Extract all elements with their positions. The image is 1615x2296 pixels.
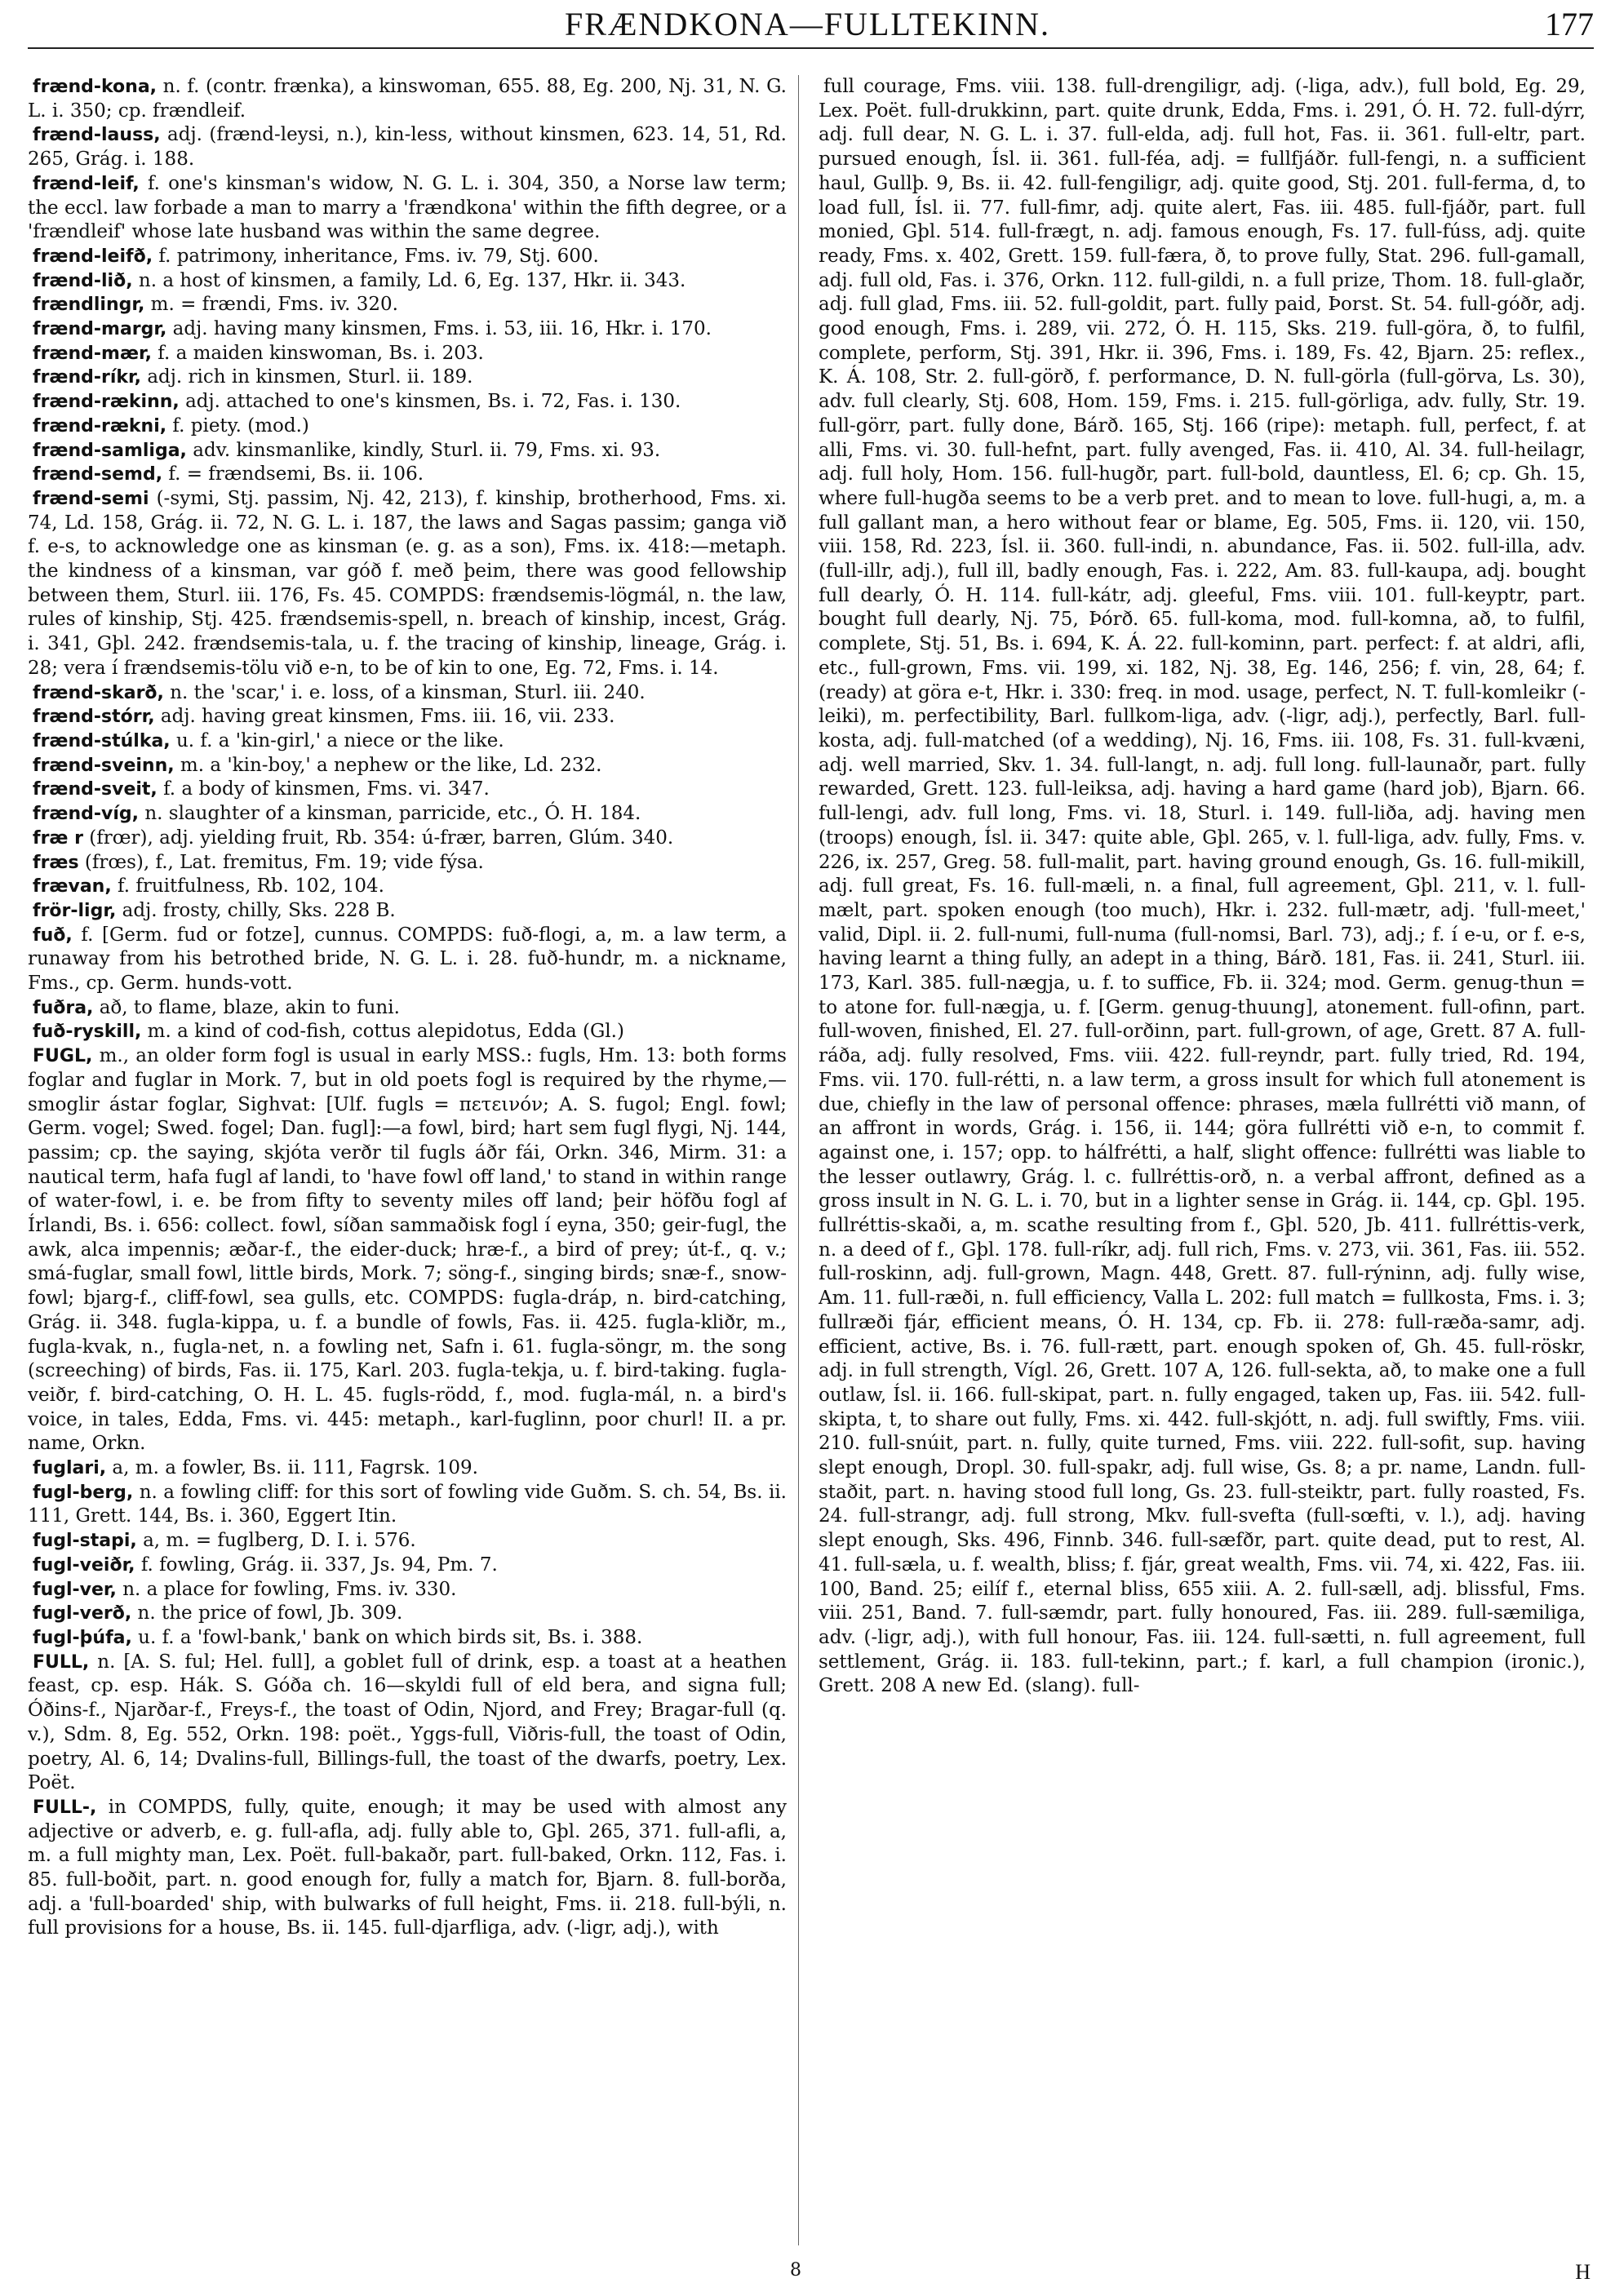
- headword: frænd-ríkr,: [33, 367, 142, 388]
- entry-text: adj. having great kinsmen, Fms. iii. 16, vii. 233.: [154, 706, 615, 728]
- headword: fugl-verð,: [33, 1603, 132, 1624]
- dictionary-entry: [28, 463, 787, 487]
- dictionary-entry: [28, 75, 787, 123]
- entry-text: f. fowling, Grág. ii. 337, Js. 94, Pm. 7.: [135, 1554, 498, 1576]
- entry-text: adj. frosty, chilly, Sks. 228 B.: [116, 899, 396, 921]
- dictionary-entry: [28, 802, 787, 827]
- headword: FULL,: [33, 1651, 90, 1673]
- entry-text: f. fruitfulness, Rb. 102, 104.: [111, 875, 384, 898]
- headword: frænd-lið,: [33, 270, 133, 291]
- dictionary-entry: [28, 875, 787, 899]
- dictionary-entry: [28, 1651, 787, 1796]
- dictionary-entry: [28, 293, 787, 317]
- entry-text: adj. attached to one's kinsmen, Bs. i. 72, Fas. i. 130.: [179, 391, 681, 413]
- entry-text: a, m. = fuglberg, D. I. i. 576.: [136, 1530, 416, 1552]
- column-divider: [798, 75, 799, 2245]
- headword: frænd-sveit,: [33, 779, 158, 800]
- headword: fugl-ver,: [33, 1579, 117, 1600]
- headword: fugl-þúfa,: [33, 1628, 132, 1648]
- entry-text: f. piety. (mod.): [166, 414, 309, 437]
- entry-text: m. a kind of cod-fish, cottus alepidotus, Edda (Gl.): [141, 1021, 624, 1043]
- dictionary-entry: [28, 851, 787, 875]
- entry-text: m. = frændi, Fms. iv. 320.: [144, 294, 398, 316]
- dictionary-entry: [28, 924, 787, 996]
- dictionary-entry: [28, 1481, 787, 1529]
- entry-text: n. f. (contr. frænka), a kinswoman, 655. 88, Eg. 200, Nj. 31, N. G. L. i. 350; cp. frændleif.: [28, 76, 787, 122]
- dictionary-entry: [28, 1602, 787, 1626]
- entry-text: adj. rich in kinsmen, Sturl. ii. 189.: [141, 366, 473, 388]
- headword: frör-ligr,: [33, 900, 117, 921]
- entry-text: n. a host of kinsmen, a family, Ld. 6, Eg. 137, Hkr. ii. 343.: [132, 269, 686, 291]
- entry-text: n. a fowling cliff: for this sort of fowling vide Guðm. S. ch. 54, Bs. ii. 111, Grett. 144, Bs. i. 360, Eggert Itin.: [28, 1481, 787, 1527]
- dictionary-entry: [28, 1044, 787, 1456]
- headword: frænd-kona,: [33, 77, 158, 97]
- headword: frænd-skarð,: [33, 682, 164, 703]
- entry-text: in COMPDS, fully, quite, enough; it may be used with almost any adjective or adverb, e. g. full-afla, adj. fully able to, Gþl. 265, 371. full-afli, a, m. a full mighty man, Lex. Poët. full-bakaðr, part. full-baked, Orkn. 112, Fas. i. 85. full-boðit, part. n. good enough for, fully a match for, Bjarn. 8. full-borða, adj. a 'full-boarded' ship, with bulwarks of full height, Fms. ii. 218. full-býli, n. full provisions for a house, Bs. ii. 145. full-djarfliga, adv. (-ligr, adj.), with: [28, 1796, 787, 1939]
- headword: fuðra,: [33, 997, 94, 1018]
- entry-text: n. [A. S. ful; Hel. full], a goblet full of drink, esp. a toast at a heathen feast, cp. esp. Hák. S. Góða ch. 16—skyldi full of eld bera, and signa full; Óðins-f., Njarðar-f., Freys-f., the toast of Odin, Njord, and Frey; Bragar-full (q. v.), Sdm. 8, Eg. 552, Orkn. 198: poët., Yggs-full, Viðris-full, the toast of Odin, poetry, Al. 6, 14; Dvalins-full, Billings-full, the toast of the dwarfs, poetry, Lex. Poët.: [28, 1651, 787, 1794]
- headword: frænd-rækni,: [33, 415, 167, 437]
- entry-text: n. a place for fowling, Fms. iv. 330.: [116, 1578, 457, 1600]
- headword: fugl-stapi,: [33, 1531, 137, 1552]
- entry-text: u. f. a 'fowl-bank,' bank on which birds sit, Bs. i. 388.: [131, 1627, 643, 1648]
- entry-text: adj. (frænd-leysi, n.), kin-less, without kinsmen, 623. 14, 51, Rd. 265, Grág. i. 188.: [28, 124, 787, 171]
- entry-text: (frœr), adj. yielding fruit, Rb. 354: ú-frær, barren, Glúm. 340.: [82, 827, 674, 849]
- dictionary-entry: [28, 1578, 787, 1602]
- dictionary-entry: [28, 439, 787, 463]
- headword: fuð,: [33, 924, 73, 946]
- entry-text: að, to flame, blaze, akin to funi.: [93, 996, 400, 1018]
- dictionary-entry: [28, 681, 787, 706]
- entry-text: m., an older form fogl is usual in early MSS.: fugls, Hm. 13: both forms foglar and fuglar in Mork. 7, but in old poets fogl is required by the rhyme,—smoglir ástar foglar, Sighvat: [Ulf. fugls = πετεινόν; A. S. fugol; Engl. fowl; Germ. vogel; Swed. fogel; Dan. fugl]:—a fowl, bird; hart sem fugl flygi, Nj. 144, passim; cp. the saying, skjóta verðr til fugls áðr fái, Orkn. 346, Mirm. 31: a nautical term, hafa fugl af landi, to 'have fowl off land,' to stand in within range of water-fowl, i. e. be from fifty to seventy miles off land; þeir höfðu fogl af Írlandi, Bs. i. 656: collect. fowl, síðan sammaðisk fogl í eyna, 350; geir-fugl, the awk, alca impennis; æðar-f., the eider-duck; hræ-f., a bird of prey; út-f., q. v.; smá-fuglar, small fowl, little birds, Mork. 7; söng-f., singing birds; snæ-f., snow-fowl; bjarg-f., cliff-fowl, sea gulls, etc. COMPDS: fugla-dráp, n. bird-catching, Grág. ii. 348. fugla-kippa, u. f. a bundle of fowls, Fas. ii. 425. fugla-kliðr, m., fugla-kvak, n., fugla-net, n. a fowling net, Safn i. 61. fugla-söngr, m. the song (screeching) of birds, Fas. ii. 175, Karl. 203. fugla-tekja, u. f. bird-taking. fugla-veiðr, f. bird-catching, O. H. L. 45. fugls-rödd, f., mod. fugla-mál, n. a bird's voice, in tales, Edda, Fms. vi. 445: metaph., karl-fuglinn, poor churl! II. a pr. name, Orkn.: [28, 1045, 787, 1455]
- dictionary-entry: [28, 827, 787, 851]
- page-number: 177: [1545, 6, 1594, 42]
- entry-text: u. f. a 'kin-girl,' a niece or the like.: [170, 729, 504, 751]
- headword: fugl-veiðr,: [33, 1554, 135, 1576]
- entry-text: (-symi, Stj. passim, Nj. 42, 213), f. kinship, brotherhood, Fms. xi. 74, Ld. 158, Grág. ii. 72, N. G. L. i. 187, the laws and Sagas passim; ganga við f. e-s, to acknowledge one as kinsman (e. g. as a son), Fms. ix. 418:—metaph. the kindness of a kinsman, var góð f. með þeim, there was good fellowship between them, Sturl. iii. 176, Fs. 45. COMPDS: frændsemis-lögmál, n. the law, rules of kinship, Stj. 425. frændsemis-spell, n. breach of kinship, incest, Grág. i. 341, Gþl. 242. frændsemis-tala, u. f. the tracing of kinship, lineage, Grág. i. 28; vera í frændsemis-tölu við e-n, to be of kin to one, Eg. 72, Fms. i. 14.: [28, 487, 787, 679]
- dictionary-entry: [28, 1796, 787, 1941]
- dictionary-entry: [28, 269, 787, 294]
- headword: fræ r: [33, 827, 83, 849]
- dictionary-entry: [28, 1554, 787, 1578]
- dictionary-entry: [28, 487, 787, 681]
- headword: frænd-víg,: [33, 804, 140, 825]
- entry-text: f. a maiden kinswoman, Bs. i. 203.: [151, 342, 484, 364]
- headword: frænd-leif,: [33, 173, 140, 194]
- headword: fuð-ryskill,: [33, 1022, 142, 1043]
- dictionary-entry: [28, 899, 787, 924]
- entry-text: a, m. a fowler, Bs. ii. 111, Fagrsk. 109.: [106, 1457, 478, 1479]
- dictionary-entry: [28, 778, 787, 802]
- headword: frænd-stúlka,: [33, 730, 171, 751]
- headword: frævan,: [33, 876, 112, 898]
- headword: FULL-,: [33, 1797, 97, 1818]
- dictionary-entry: [28, 317, 787, 342]
- signature-mark: H: [1575, 2260, 1591, 2284]
- headword: frænd-rækinn,: [33, 392, 180, 413]
- entry-text: adv. kinsmanlike, kindly, Sturl. ii. 79, Fms. xi. 93.: [186, 439, 661, 461]
- entry-text: n. the 'scar,' i. e. loss, of a kinsman, Sturl. iii. 240.: [163, 681, 646, 703]
- dictionary-entry: [28, 414, 787, 439]
- headword: frænd-semd,: [33, 464, 163, 485]
- running-head: FRÆNDKONA—FULLTEKINN.: [565, 6, 1050, 42]
- entry-text: f. [Germ. fud or fotze], cunnus. COMPDS: fuð-flogi, a, m. a law term, a runaway from his betrothed bride, N. G. L. i. 28. fuð-hundr, m. a nickname, Fms., cp. Germ. hunds-vott.: [28, 924, 787, 995]
- entry-text: n. the price of fowl, Jb. 309.: [131, 1602, 403, 1624]
- headword: fræs: [33, 852, 79, 873]
- entry-text: (frœs), f., Lat. fremitus, Fm. 19; vide fýsa.: [78, 851, 484, 873]
- right-column: [819, 75, 1586, 2245]
- headword: frændlingr,: [33, 295, 145, 316]
- headword: FUGL,: [33, 1046, 93, 1067]
- headword: frænd-stórr,: [33, 707, 155, 728]
- headword: frænd-lauss,: [33, 125, 161, 146]
- dictionary-entry: [28, 245, 787, 269]
- entry-text: f. = frændsemi, Bs. ii. 106.: [162, 463, 424, 485]
- headword: frænd-margr,: [33, 319, 167, 340]
- dictionary-entry: [28, 996, 787, 1021]
- headword: frænd-leifð,: [33, 246, 153, 267]
- headword: fuglari,: [33, 1458, 107, 1479]
- entry-text: f. a body of kinsmen, Fms. vi. 347.: [157, 778, 490, 800]
- dictionary-entry: [28, 1456, 787, 1481]
- dictionary-entry: [28, 754, 787, 778]
- left-column: [28, 75, 787, 2245]
- entry-text: adj. having many kinsmen, Fms. i. 53, iii. 16, Hkr. i. 170.: [166, 318, 712, 340]
- header-rule: [28, 47, 1594, 49]
- entry-text: n. slaughter of a kinsman, parricide, etc., Ó. H. 184.: [139, 803, 641, 825]
- dictionary-entry: [28, 729, 787, 754]
- dictionary-entry: [28, 342, 787, 366]
- headword: frænd-mær,: [33, 343, 152, 364]
- dictionary-entry: [28, 123, 787, 171]
- entry-text: m. a 'kin-boy,' a nephew or the like, Ld. 232.: [174, 754, 602, 776]
- dictionary-entry: [28, 172, 787, 245]
- entry-text: f. one's kinsman's widow, N. G. L. i. 304, 350, a Norse law term; the eccl. law forbade a man to marry a 'frændkona' within the fifth degree, or a 'frændleif' whose late husband was within the same degree.: [28, 172, 787, 243]
- entry-text: full courage, Fms. viii. 138. full-drengiligr, adj. (-liga, adv.), full bold, Eg. 29, Lex. Poët. full-drukkinn, part. quite drunk, Edda, Fms. i. 291, Ó. H. 72. full-dýrr, adj. full dear, N. G. L. i. 37. full-elda, adj. full hot, Fas. ii. 361. full-eltr, part. pursued enough, Ísl. ii. 361. full-féa, adj. = fullfjáðr. full-fengi, n. a sufficient haul, Gullþ. 9, Bs. ii. 42. full-fengiligr, adj. quite good, Stj. 201. full-ferma, d, to load full, Ísl. ii. 77. full-fimr, adj. quite alert, Fas. iii. 485. full-fjáðr, part. full monied, Gþl. 514. full-frægt, n. adj. famous enough, Fs. 17. full-fúss, adj. quite ready, Fms. x. 402, Grett. 159. full-færa, ð, to prove fully, Stat. 296. full-gamall, adj. full old, Fas. i. 376, Orkn. 112. full-gildi, n. a full prize, Thom. 18. full-glaðr, adj. full glad, Fms. iii. 52. full-goldit, part. fully paid, Þorst. St. 54. full-góðr, adj. good enough, Fms. i. 289, vii. 272, Ó. H. 115, Sks. 219. full-göra, ð, to fulfil, complete, perform, Stj. 391, Hkr. ii. 396, Fms. i. 189, Fs. 42, Bjarn. 25: reflex., K. Á. 108, Str. 2. full-görð, f. performance, D. N. full-görla (full-görva, Ls. 30), adv. full clearly, Stj. 608, Hom. 159, Fms. i. 215. full-görliga, adv. fully, Str. 19. full-görr, part. fully done, Bárð. 165, Stj. 166 (ripe): metaph. full, perfect, f. at alli, Fms. vi. 30. full-hefnt, part. fully avenged, Fas. ii. 410, Al. 34. full-heilagr, adj. full holy, Hom. 156. full-hugðr, part. full-bold, dauntless, El. 6; cp. Gh. 15, where full-hugða seems to be a verb pret. and to mean to love. full-hugi, a, m. a full gallant man, a hero without fear or blame, Eg. 505, Fms. ii. 120, vii. 150, viii. 158, Rd. 223, Ísl. ii. 360. full-indi, n. abundance, Fas. ii. 502. full-illa, adv. (full-illr, adj.), full ill, badly enough, Fas. i. 222, Am. 83. full-kaupa, adj. bought full dearly, Ó. H. 114. full-kátr, adj. gleeful, Fms. viii. 101. full-keyptr, part. bought full dearly, Nj. 75, Þórð. 65. full-koma, mod. full-komna, að, to fulfil, complete, Stj. 51, Bs. i. 694, K. Á. 22. full-kominn, part. perfect: f. at aldri, afli, etc., full-grown, Fms. vii. 199, xi. 182, Nj. 38, Eg. 146, 256; f. vin, 28, 64; f. (ready) at göra e-t, Hkr. i. 330: freq. in mod. usage, perfect, N. T. full-komleikr (-leiki), m. perfectibility, Barl. fullkom-liga, adv. (-ligr, adj.), perfectly, Barl. full-kosta, adj. full-matched (of a wedding), Nj. 16, Fms. iii. 108, Fs. 31. full-kvæni, adj. well married, Skv. 1. 34. full-langt, n. adj. full long. full-launaðr, part. fully rewarded, Grett. 123. full-leiksa, adj. having a hard game (hard job), Bjarn. 66. full-lengi, adv. full long, Fms. vi. 18, Sturl. i. 149. full-liða, adj. having men (troops) enough, Ísl. ii. 347: quite able, Gþl. 265, v. l. full-liga, adv. fully, Fms. v. 226, ix. 257, Greg. 58. full-malit, part. having ground enough, Gs. 16. full-mikill, adj. full great, Fs. 16. full-mæli, n. a final, full agreement, Gþl. 211, v. l. full-mælt, part. spoken enough (too much), Hkr. i. 232. full-mætr, adj. 'full-meet,' valid, Dipl. ii. 2. full-numi, full-numa (full-nomsi, Barl. 73), adj.; f. í e-u, or f. e-s, having learnt a thing fully, an adept in a thing, Bárð. 181, Fas. ii. 241, Sturl. iii. 173, Karl. 385. full-nægja, u. f. to suffice, Fb. ii. 324; mod. Germ. genug-thun = to atone for. full-nægja, u. f. [Germ. genug-thuung], atonement. full-ofinn, part. full-woven, finished, El. 27. full-orðinn, part. full-grown, of age, Grett. 87 A. full-ráða, adj. fully resolved, Fms. viii. 422. full-reyndr, part. fully tried, Rd. 194, Fms. vii. 170. full-rétti, n. a law term, a gross insult for which full atonement is due, chiefly in the law of personal offence: phrases, mæla fullrétti við mann, of an affront in words, Grág. i. 156, ii. 144; göra fullrétti við e-n, to commit f. against one, i. 157; opp. to hálfrétti, a half, slight offence: fullrétti was liable to the lesser outlawry, Grág. l. c. fullréttis-orð, n. a verbal affront, defined as a gross insult in N. G. L. i. 70, but in a lighter sense in Grág. ii. 144, cp. Gþl. 195. fullréttis-skaði, a, m. scathe resulting from f., Gþl. 520, Jb. 411. fullréttis-verk, n. a deed of f., Gþl. 178. full-ríkr, adj. full rich, Fms. v. 273, vii. 361, Fas. iii. 552. full-roskinn, adj. full-grown, Magn. 448, Grett. 87. full-rýninn, adj. fully wise, Am. 11. full-ræði, n. full efficiency, Valla L. 202: full match = fullkosta, Fms. i. 3; fullræði fjár, efficient means, Ó. H. 134, cp. Fb. ii. 278: full-ræða-samr, adj. efficient, active, Bs. i. 76. full-rætt, part. enough spoken of, Gh. 45. full-röskr, adj. in full strength, Vígl. 26, Grett. 107 A, 126. full-sekta, að, to make one a full outlaw, Ísl. ii. 166. full-skipat, part. n. fully engaged, taken up, Fas. iii. 542. full-skipta, t, to share out fully, Fms. xi. 442. full-skjótt, n. adj. full swiftly, Fms. viii. 210. full-snúit, part. n. fully, quite turned, Fms. viii. 222. full-sofit, sup. having slept enough, Dropl. 30. full-spakr, adj. full wise, Gs. 8; a pr. name, Landn. full-staðit, part. n. having stood full long, Gs. 23. full-steiktr, part. fully roasted, Fs. 24. full-strangr, adj. full strong, Mkv. full-svefta (full-sœfti, v. l.), adj. having slept enough, Sks. 496, Finnb. 346. full-sæfðr, part. quite dead, put to rest, Al. 41. full-sæla, u. f. wealth, bliss; f. fjár, great wealth, Fms. vii. 74, xi. 422, Fas. iii. 100, Band. 25; eilíf f., eternal bliss, 655 xiii. A. 2. full-sæll, adj. blissful, Fms. viii. 251, Band. 7. full-sæmdr, part. fully honoured, Fas. iii. 289. full-sæmiliga, adv. (-ligr, adj.), with full honour, Fas. iii. 124. full-sætti, n. full agreement, full settlement, Grág. ii. 183. full-tekinn, part.; f. karl, a full champion (ironic.), Grett. 208 A new Ed. (slang). full-: [819, 76, 1586, 1697]
- gutter-mark: 8: [790, 2260, 801, 2280]
- headword: fugl-berg,: [33, 1482, 134, 1503]
- headword: frænd-semi: [33, 488, 149, 509]
- dictionary-entry: [28, 390, 787, 414]
- dictionary-entry: [28, 705, 787, 729]
- entry-text: f. patrimony, inheritance, Fms. iv. 79, Stj. 600.: [153, 245, 599, 267]
- dictionary-entry: [28, 1020, 787, 1044]
- dictionary-entry: [28, 1626, 787, 1651]
- dictionary-entry: [28, 1529, 787, 1554]
- dictionary-entry: [819, 75, 1586, 1699]
- headword: frænd-sveinn,: [33, 755, 175, 776]
- headword: frænd-samliga,: [33, 440, 187, 461]
- dictionary-entry: [28, 366, 787, 390]
